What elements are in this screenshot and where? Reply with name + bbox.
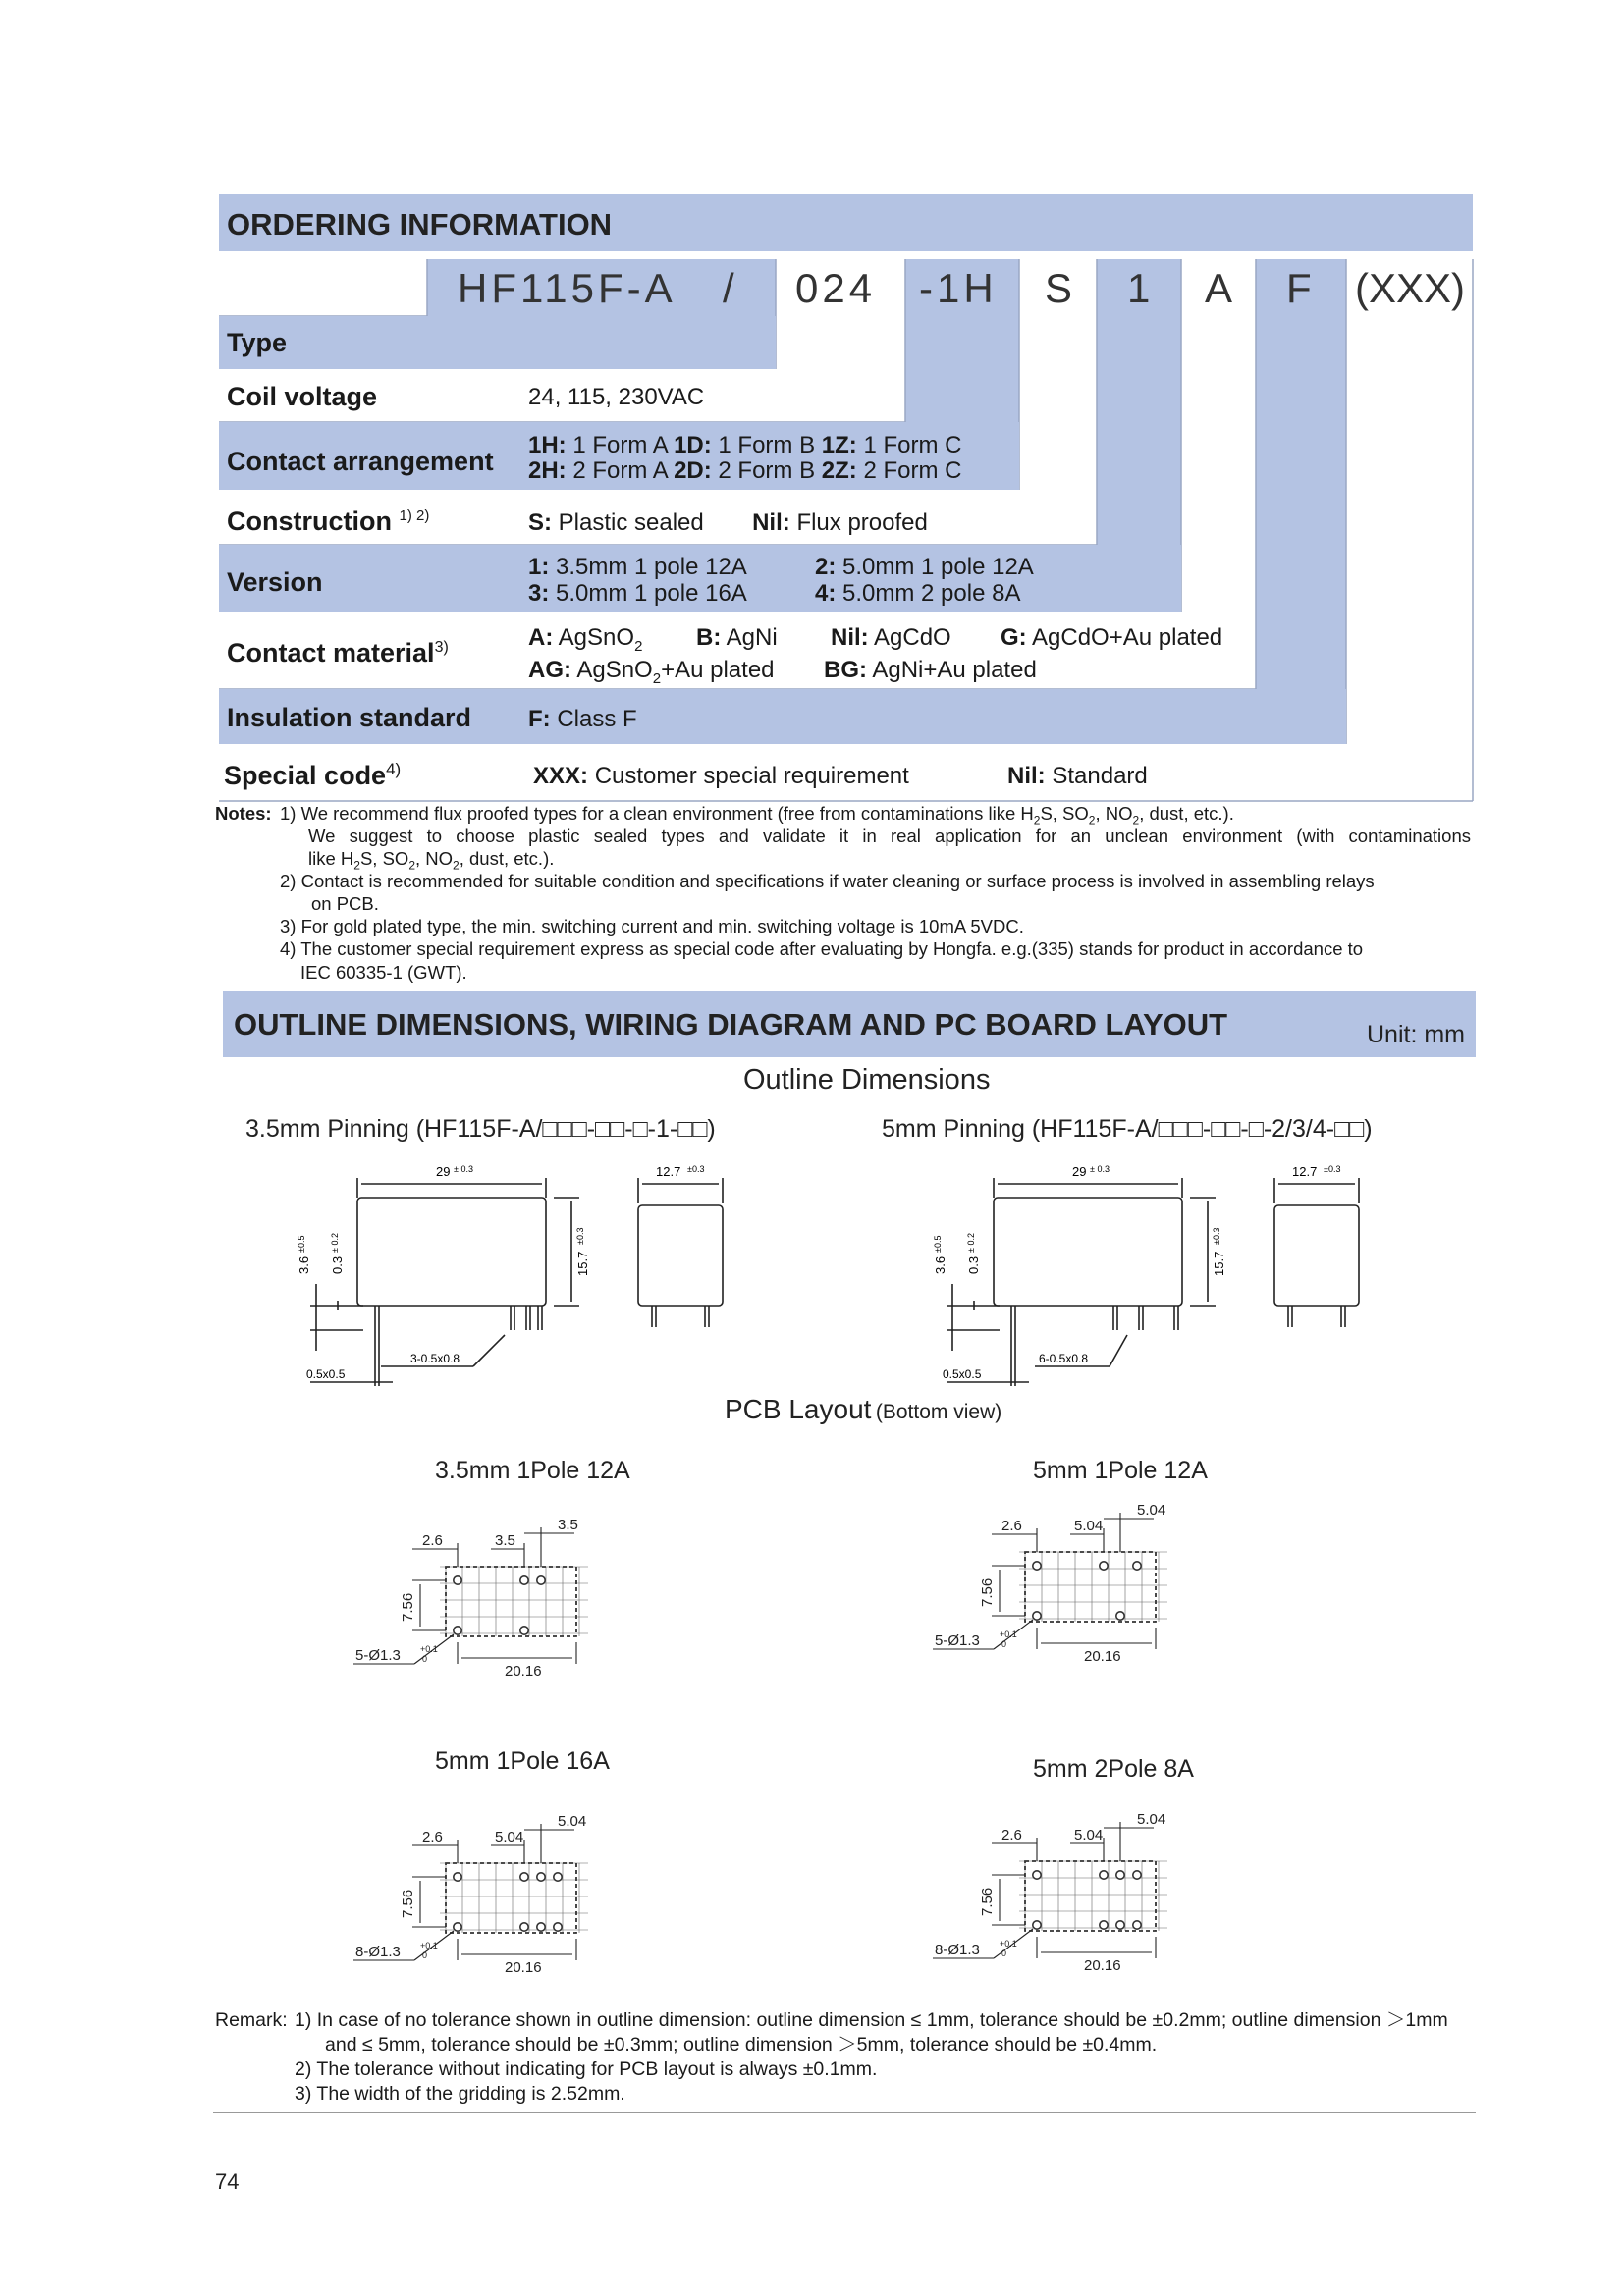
contact-code-1d: 1D: [674,432,712,458]
construction-label-text: Construction [227,507,392,536]
pcb-dim-pitch-b: 5.04 [1074,1827,1104,1843]
note-1c-p3: 2 [408,858,415,873]
special-xxx [533,763,909,790]
pcb-title-text: PCB Layout [725,1394,872,1424]
pcb-title-3: 5mm 1Pole 16A [435,1747,610,1775]
pcb-dim-pitch-c: 3.5 [558,1517,578,1533]
insulation-value [528,706,637,733]
code-insulation: F [1286,265,1316,311]
pcb-dim-height: 7.56 [400,1889,416,1918]
dim-gap-5: 0.3 [966,1255,981,1274]
pcb-dim-tol-up: +0.1 [1000,1939,1017,1949]
note-2b: on PCB. [311,893,379,914]
ordering-title: ORDERING INFORMATION [227,207,613,241]
special-sup: 4) [386,760,402,778]
material-label [227,638,449,668]
contact-text-1h: 1 Form A [572,432,668,458]
note-1a-sub-3: 2 [1132,813,1140,828]
construction-text-s: Plastic sealed [558,509,704,536]
page-number: 74 [215,2169,240,2194]
material-sup: 3) [434,639,449,656]
pcb-dim-pitch-a: 2.6 [422,1532,443,1549]
remark-label: Remark: [215,2009,288,2031]
note-1a-mid-2: , NO [1095,803,1133,824]
contact-line-2 [528,457,961,485]
material-g [1001,624,1222,652]
code-material: A [1205,265,1237,311]
pcb-title-4: 5mm 2Pole 8A [1033,1755,1194,1783]
contact-text-2z: 2 Form C [863,457,962,484]
pcb-dim-pitch-b: 5.04 [495,1829,524,1845]
material-code-g: G: [1001,624,1027,651]
note-1a-sub-2: 2 [1088,813,1096,828]
special-code-nil: Nil: [1007,763,1046,789]
note-1c-p1: 2 [353,858,360,873]
coil-value: 24, 115, 230VAC [528,384,705,410]
contact-text-1z: 1 Form C [863,432,962,458]
pcb-dim-tol-dn: 0 [1001,1639,1007,1649]
material-code-bg: BG: [824,657,867,683]
special-nil [1007,763,1148,790]
material-sub-a: 2 [634,637,643,655]
dim-pins-35: 3-0.5x0.8 [410,1352,460,1365]
remark-1a: 1) In case of no tolerance shown in outline dimension: outline dimension ≤ 1mm, tolerance should be ±0.2mm; outline dimension ＞1mm [295,2009,1448,2031]
dim-wid-tol-35: ±0.3 [687,1164,705,1174]
contact-code-2z: 2Z: [821,457,857,484]
note-1a-sub-1: 2 [1033,813,1041,828]
pcb-dim-height: 7.56 [979,1577,996,1607]
contact-code-2d: 2D: [674,457,712,484]
dim-pinlen-5: 3.6 [933,1255,947,1274]
dim-gap-tol-5: ± 0.2 [966,1233,976,1253]
dim-pinlen-tol-5: ±0.5 [933,1235,943,1253]
row-type [219,316,776,369]
outline-drawing-5 [921,1158,1392,1394]
remark-3: 3) The width of the gridding is 2.52mm. [295,2083,625,2105]
pcb-dim-pitch-c: 5.04 [1137,1502,1166,1519]
pcb-layout-3 [353,1798,736,2024]
dim-wid-5: 12.7 [1292,1164,1318,1179]
pcb-layout-4 [933,1796,1316,2022]
code-slash: / [723,265,738,311]
code-arrangement: -1H [919,265,998,311]
note-2a: 2) Contact is recommended for suitable condition and specifications if water cleaning or surface process is involved in assembling relays [280,871,1375,891]
contact-text-2h: 2 Form A [572,457,668,484]
pcb-dim-holes: 5-Ø1.3 [935,1632,980,1649]
pcb-dim-tol-dn: 0 [422,1654,428,1664]
pcb-dim-height: 7.56 [979,1887,996,1916]
special-label [224,760,401,791]
version-text-4: 5.0mm 2 pole 8A [842,580,1021,607]
material-text-b: AgNi [726,624,778,651]
construction-values [528,509,928,537]
material-b [696,624,778,652]
pcb-title-2: 5mm 1Pole 12A [1033,1457,1208,1484]
material-nil [831,624,951,652]
construction-text-nil: Flux proofed [796,509,928,536]
remark-2: 2) The tolerance without indicating for PCB layout is always ±0.1mm. [295,2058,878,2080]
dim-pinlen-tol-35: ±0.5 [297,1235,306,1253]
dim-wid-35: 12.7 [656,1164,681,1179]
dim-ht-tol-5: ±0.3 [1212,1227,1221,1245]
material-bg [824,657,1037,684]
coil-label: Coil voltage [227,382,378,411]
note-1c-p4: , NO [415,848,454,869]
insulation-code: F: [528,706,551,732]
pcb-title-note: (Bottom view) [875,1401,1002,1423]
material-text-a: AgSnO [558,624,635,651]
note-4a: 4) The customer special requirement express as special code after evaluating by Hongfa. e.g.(335) stands for product in accordance to [280,938,1364,959]
note-4b: IEC 60335-1 (GWT). [300,962,467,983]
dim-pinsec-35: 0.5x0.5 [306,1367,346,1381]
pcb-dim-tol-dn: 0 [1001,1949,1007,1958]
type-label: Type [227,328,288,357]
construction-label [227,507,429,537]
note-1a-text: 1) We recommend flux proofed types for a clean environment (free from contaminations like H [280,803,1034,824]
note-1c-p6: , dust, etc.). [459,848,555,869]
pcb-dim-width: 20.16 [1084,1957,1121,1974]
version-1 [528,554,747,581]
material-code-a: A: [528,624,554,651]
material-code-b: B: [696,624,722,651]
note-1c-p2: S, SO [359,848,409,869]
version-2 [815,554,1034,581]
contact-code-1h: 1H: [528,432,567,458]
note-1a-mid-1: S, SO [1040,803,1089,824]
outline-title: OUTLINE DIMENSIONS, WIRING DIAGRAM AND PC BOARD LAYOUT [234,1007,1228,1041]
code-model: HF115F-A [458,265,677,311]
pcb-dim-pitch-b: 5.04 [1074,1518,1104,1534]
version-code-1: 1: [528,554,550,580]
construction-code-nil: Nil: [752,509,790,536]
pcb-layout-1 [353,1502,736,1728]
pcb-dim-holes: 8-Ø1.3 [935,1942,980,1958]
pcb-dim-pitch-a: 2.6 [1001,1827,1022,1843]
special-text-nil: Standard [1052,763,1148,789]
dim-ht-tol-35: ±0.3 [575,1227,585,1245]
pcb-dim-pitch-c: 5.04 [558,1813,587,1830]
pcb-dim-pitch-a: 2.6 [422,1829,443,1845]
note-3: 3) For gold plated type, the min. switching current and min. switching voltage is 10mA 5VDC. [280,916,1024,936]
pcb-title-1: 3.5mm 1Pole 12A [435,1457,630,1484]
material-code-ag: AG: [528,657,571,683]
dim-len-35: 29 [436,1164,451,1179]
pcb-dim-width: 20.16 [505,1663,542,1680]
outline-unit: Unit: mm [1367,1021,1465,1048]
material-label-text: Contact material [227,638,435,667]
pinning-5-title: 5mm Pinning (HF115F-A/□□□-□□-□-2/3/4-□□) [882,1115,1373,1143]
remark-1b: and ≤ 5mm, tolerance should be ±0.3mm; outline dimension ＞5mm, tolerance should be ±0.4mm. [325,2034,1158,2056]
dim-ht-5: 15.7 [1212,1251,1226,1276]
version-code-2: 2: [815,554,837,580]
dim-gap-35: 0.3 [330,1255,345,1274]
pcb-layout-2 [933,1487,1316,1713]
insulation-text: Class F [557,706,637,732]
material-text-ag: AgSnO [576,657,653,683]
pcb-dim-holes: 5-Ø1.3 [355,1647,401,1664]
remarks-divider [213,2112,1476,2113]
material-code-nil: Nil: [831,624,869,651]
material-tail-ag: +Au plated [661,657,775,683]
dim-len-tol-35: ± 0.3 [454,1164,473,1174]
code-version: 1 [1127,265,1155,311]
version-text-3: 5.0mm 1 pole 16A [556,580,747,607]
dim-len-tol-5: ± 0.3 [1090,1164,1110,1174]
construction-sup: 1) 2) [399,507,430,524]
contact-line-1 [528,432,961,459]
pcb-dim-pitch-c: 5.04 [1137,1811,1166,1828]
code-voltage: 024 [795,265,877,311]
code-construction: S [1045,265,1077,311]
material-text-bg: AgNi+Au plated [872,657,1037,683]
pcb-dim-height: 7.56 [400,1592,416,1622]
special-label-text: Special code [224,761,387,790]
dim-pins-5: 6-0.5x0.8 [1039,1352,1089,1365]
insulation-label: Insulation standard [227,703,472,732]
code-special: (XXX) [1355,265,1466,311]
version-code-3: 3: [528,580,550,607]
pcb-dim-pitch-b: 3.5 [495,1532,515,1549]
dim-wid-tol-5: ±0.3 [1324,1164,1341,1174]
outline-drawing-35 [285,1158,756,1394]
pcb-dim-pitch-a: 2.6 [1001,1518,1022,1534]
outline-subtitle: Outline Dimensions [743,1064,991,1095]
pcb-dim-tol-dn: 0 [422,1950,428,1960]
special-code-xxx: XXX: [533,763,589,789]
pcb-title [725,1394,1001,1425]
version-3 [528,580,747,608]
dim-gap-tol-35: ± 0.2 [330,1233,340,1253]
dim-pinsec-5: 0.5x0.5 [943,1367,982,1381]
version-label: Version [227,567,323,597]
special-text-xxx: Customer special requirement [594,763,909,789]
dim-len-5: 29 [1072,1164,1087,1179]
dim-ht-35: 15.7 [575,1251,590,1276]
version-code-4: 4: [815,580,837,607]
pcb-dim-tol-up: +0.1 [1000,1629,1017,1639]
note-1c-p5: 2 [453,858,460,873]
material-text-nil: AgCdO [874,624,951,651]
pcb-dim-width: 20.16 [505,1959,542,1976]
contact-text-2d: 2 Form B [718,457,816,484]
note-1c-p0: like H [308,848,354,869]
version-4 [815,580,1020,608]
pcb-dim-tol-up: +0.1 [420,1941,438,1950]
version-text-1: 3.5mm 1 pole 12A [556,554,747,580]
material-text-g: AgCdO+Au plated [1032,624,1223,651]
material-ag [528,657,775,687]
pinning-35-title: 3.5mm Pinning (HF115F-A/□□□-□□-□-1-□□) [245,1115,716,1143]
pcb-dim-width: 20.16 [1084,1648,1121,1665]
contact-label: Contact arrangement [227,447,494,476]
material-a [528,624,642,655]
dim-pinlen-35: 3.6 [297,1255,311,1274]
note-1b: We suggest to choose plastic sealed types and validate it in real application for an unclean environment (with contaminations [308,826,1471,846]
pcb-dim-tol-up: +0.1 [420,1644,438,1654]
notes-label: Notes: [215,803,272,824]
construction-code-s: S: [528,509,552,536]
pcb-dim-holes: 8-Ø1.3 [355,1944,401,1960]
contact-code-1z: 1Z: [821,432,857,458]
version-text-2: 5.0mm 1 pole 12A [842,554,1034,580]
note-1a-mid-3: , dust, etc.). [1139,803,1234,824]
contact-code-2h: 2H: [528,457,567,484]
material-sub-ag: 2 [652,669,662,687]
contact-text-1d: 1 Form B [718,432,816,458]
